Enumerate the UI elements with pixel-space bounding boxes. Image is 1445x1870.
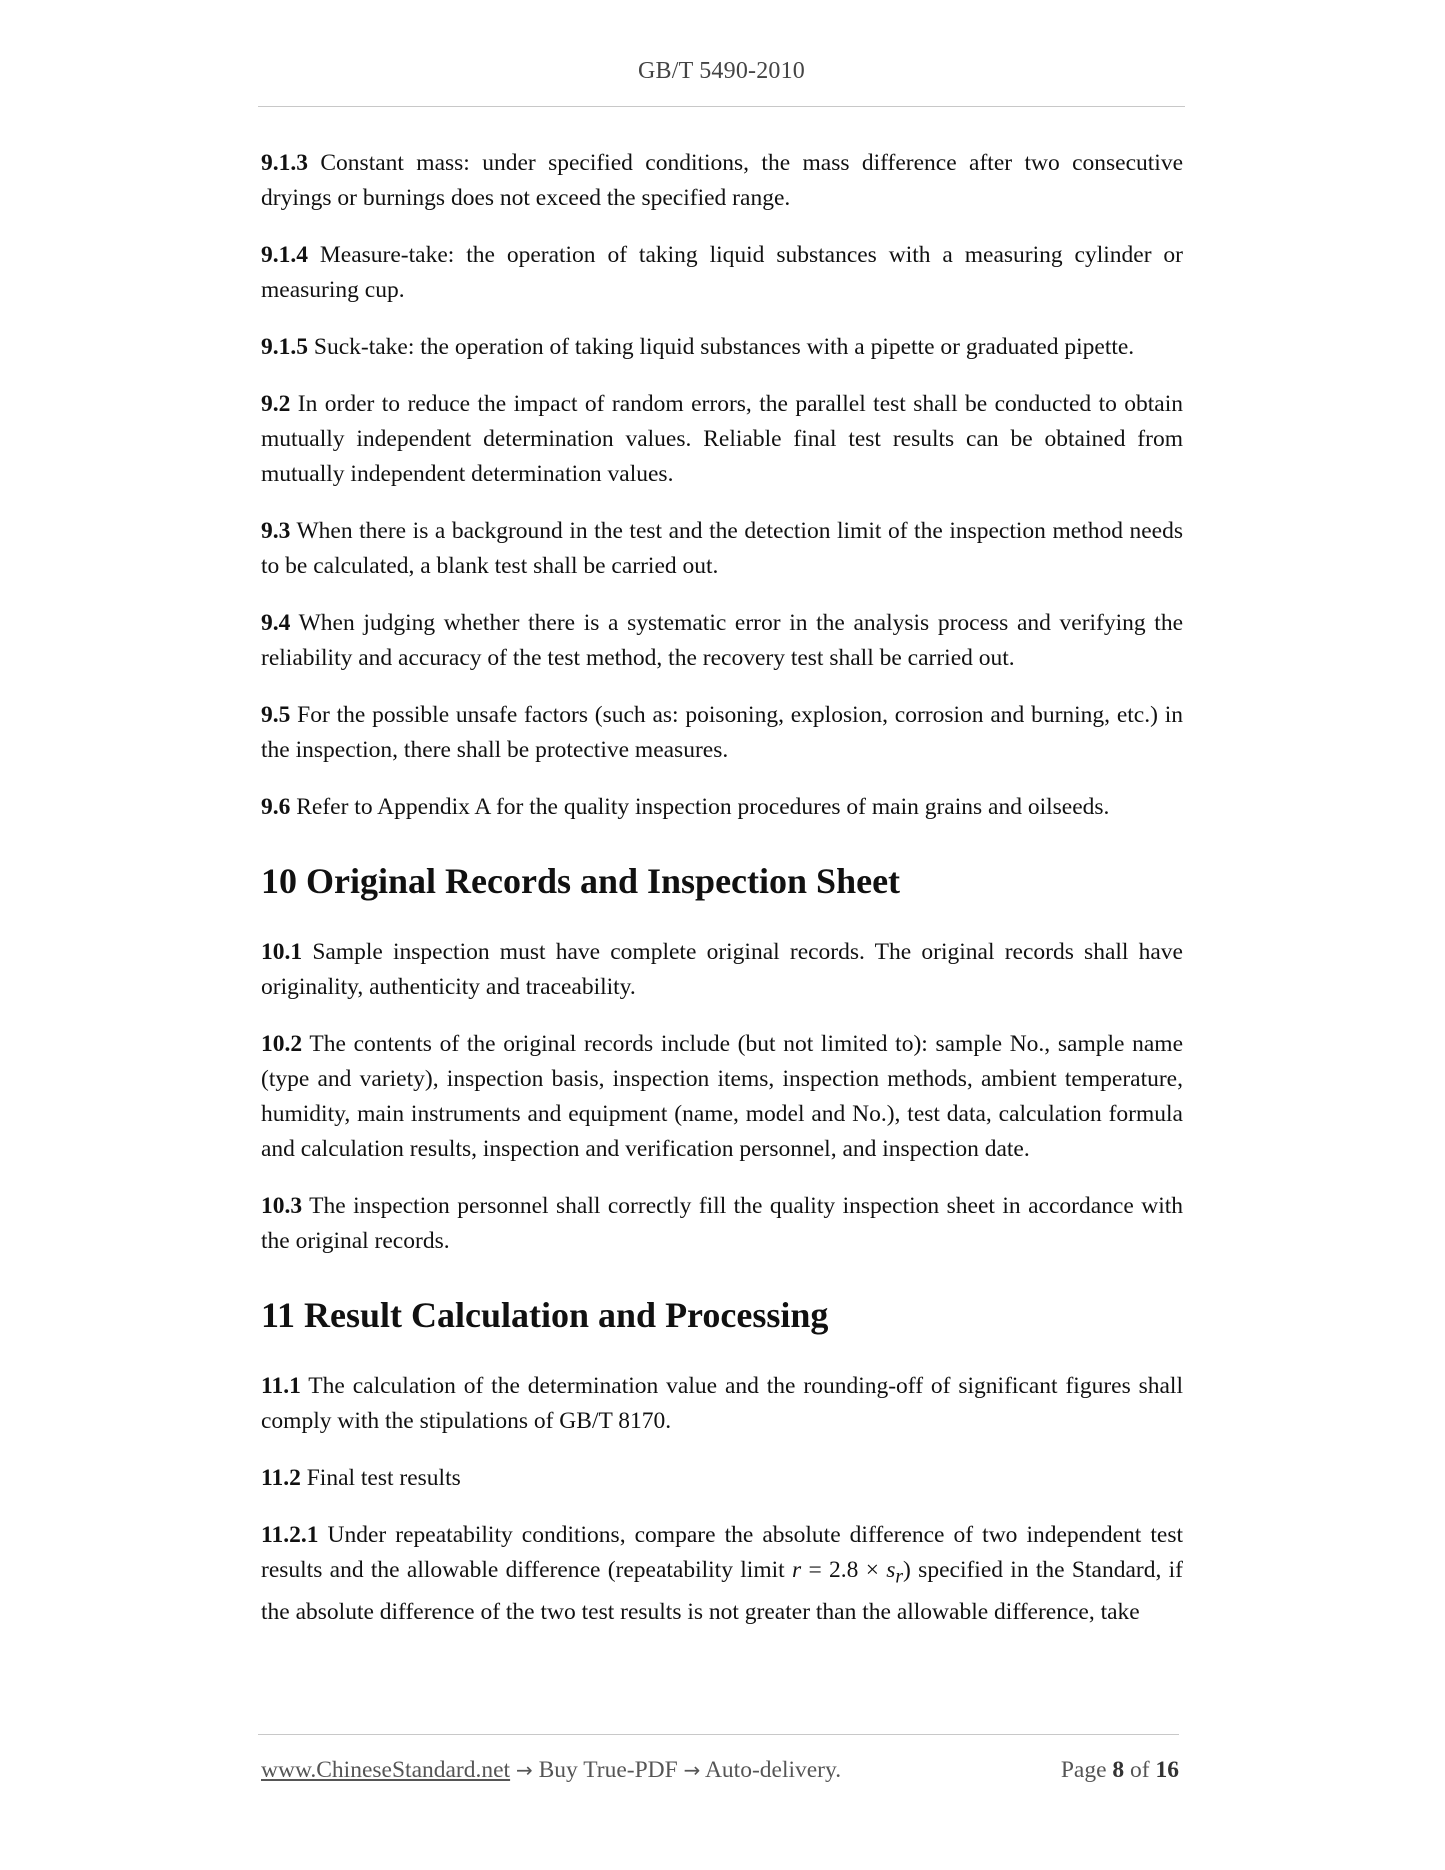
variable-s: s — [886, 1557, 896, 1583]
clause-text: ) specified in the Standard, if the absolute difference of the two test results is not greater than the allowable difference, take — [261, 1557, 1183, 1625]
arrow-right-icon: → — [683, 1758, 701, 1782]
clause-text: In order to reduce the impact of random errors, the parallel test shall be conducted to obtain mutually independent determination values. Reliable final test results can be obtained from mutually independent determination values. — [261, 391, 1183, 487]
arrow-right-icon: → — [515, 1758, 533, 1782]
website-link[interactable]: www.ChineseStandard.net — [261, 1757, 511, 1783]
page-header: GB/T 5490-2010 — [637, 58, 806, 84]
clause-text: The calculation of the determination value and the rounding-off of significant figures shall comply with the stipulations of GB/T 8170. — [261, 1373, 1183, 1434]
clause-10-3 — [261, 1189, 1183, 1259]
clause-text: The inspection personnel shall correctly fill the quality inspection sheet in accordance with the original records. — [261, 1193, 1183, 1254]
clause-number: 9.1.4 — [261, 242, 308, 268]
clause-number: 10.1 — [261, 939, 303, 965]
clause-9-4 — [261, 606, 1183, 676]
clause-9-6 — [261, 790, 1183, 825]
variable-subscript: r — [895, 1566, 904, 1588]
clause-number: 9.1.3 — [261, 150, 308, 176]
clause-number: 9.4 — [261, 610, 291, 636]
clause-10-2 — [261, 1027, 1183, 1167]
page-total: 16 — [1155, 1757, 1179, 1783]
clause-text: = 2.8 × — [801, 1557, 887, 1583]
clause-number: 11.2 — [261, 1465, 301, 1491]
clause-text: Final test results — [300, 1465, 461, 1491]
page-number — [1061, 1757, 1179, 1784]
clause-text: Measure-take: the operation of taking liquid substances with a measuring cylinder or measuring cup. — [261, 242, 1183, 303]
section-11-heading: 11 Result Calculation and Processing — [261, 1295, 829, 1335]
clause-9-1-3 — [261, 146, 1183, 216]
clause-11-2 — [261, 1461, 1183, 1496]
clause-text: The contents of the original records include (but not limited to): sample No., sample name (type and variety), inspection basis, inspection items, inspection methods, ambient temperature, humidity, main instruments and equipment (name, model and No.), test data, calculation formula and calculation results, inspection and verification personnel, and inspection date. — [261, 1031, 1183, 1162]
page-content — [261, 146, 1183, 1652]
clause-9-1-4 — [261, 238, 1183, 308]
footer-divider — [258, 1734, 1179, 1735]
clause-text: Sample inspection must have complete original records. The original records shall have originality, authenticity and traceability. — [261, 939, 1183, 1000]
clause-9-2 — [261, 387, 1183, 492]
section-10-heading: 10 Original Records and Inspection Sheet — [261, 861, 901, 901]
clause-number: 10.2 — [261, 1031, 303, 1057]
header-divider — [258, 106, 1185, 107]
page-of: of — [1124, 1757, 1156, 1783]
page-label: Page — [1060, 1757, 1113, 1783]
clause-text: Refer to Appendix A for the quality inspection procedures of main grains and oilseeds. — [290, 794, 1110, 820]
clause-number: 9.6 — [261, 794, 291, 820]
clause-11-2-1 — [261, 1518, 1183, 1630]
delivery-text: Auto-delivery. — [700, 1757, 842, 1783]
clause-text: For the possible unsafe factors (such as: poisoning, explosion, corrosion and burning, etc.) in the inspection, there shall be protective measures. — [261, 702, 1183, 763]
clause-number: 9.5 — [261, 702, 291, 728]
clause-text: Suck-take: the operation of taking liquid substances with a pipette or graduated pipette. — [308, 334, 1135, 360]
clause-text: When judging whether there is a systematic error in the analysis process and verifying the reliability and accuracy of the test method, the recovery test shall be carried out. — [261, 610, 1183, 671]
clause-text: Constant mass: under specified conditions, the mass difference after two consecutive dryings or burnings does not exceed the specified range. — [261, 150, 1183, 211]
clause-9-1-5 — [261, 330, 1183, 365]
clause-10-1 — [261, 935, 1183, 1005]
variable-r: r — [791, 1557, 802, 1583]
clause-11-1 — [261, 1369, 1183, 1439]
buy-text: Buy True-PDF — [532, 1757, 684, 1783]
clause-number: 9.1.5 — [261, 334, 308, 360]
clause-text: Under repeatability conditions, compare the absolute difference of two independent test results and the allowable difference (repeatability limit — [261, 1522, 1183, 1583]
clause-number: 9.2 — [261, 391, 291, 417]
clause-text: When there is a background in the test and the detection limit of the inspection method needs to be calculated, a blank test shall be carried out. — [261, 518, 1183, 579]
clause-number: 11.2.1 — [261, 1522, 319, 1548]
page-current: 8 — [1112, 1757, 1125, 1783]
clause-number: 9.3 — [261, 518, 291, 544]
clause-number: 11.1 — [261, 1373, 301, 1399]
clause-9-3 — [261, 514, 1183, 584]
clause-9-5 — [261, 698, 1183, 768]
clause-number: 10.3 — [261, 1193, 303, 1219]
footer-promo — [261, 1757, 841, 1784]
